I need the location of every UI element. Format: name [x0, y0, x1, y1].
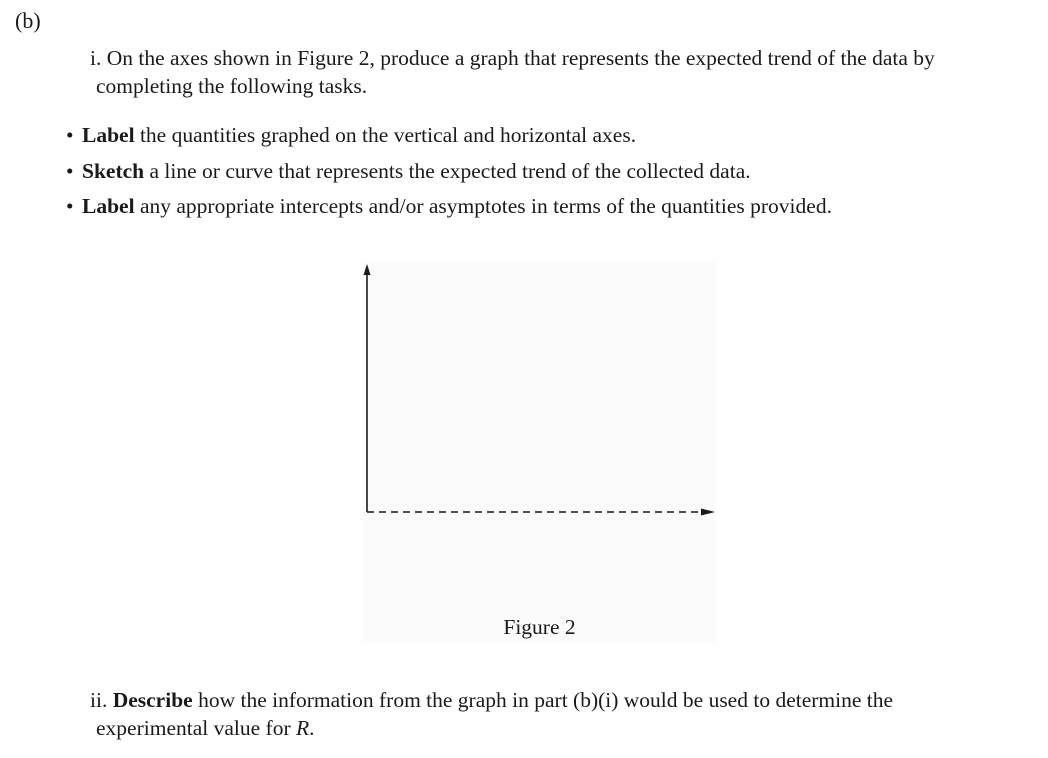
task-text: any appropriate intercepts and/or asymptotes in terms of the quantities provided. [134, 194, 832, 218]
question-i-line2: completing the following tasks. [96, 74, 368, 98]
bullet-icon: • [66, 194, 74, 218]
question-ii-line2 [90, 714, 1040, 742]
figure-2-graph-area [363, 262, 716, 642]
question-i-line1: i. On the axes shown in Figure 2, produce a graph that represents the expected trend of the data by [90, 46, 935, 70]
task-text: the quantities graphed on the vertical and horizontal axes. [134, 123, 637, 147]
question-ii-line1: how the information from the graph in part (b)(i) would be used to determine the [192, 688, 894, 712]
task-list [66, 118, 1026, 225]
task-item [66, 154, 1026, 190]
question-ii-keyword: Describe [112, 688, 193, 712]
question-ii [90, 686, 1040, 742]
task-item [66, 118, 1026, 154]
task-keyword: Sketch [82, 158, 145, 183]
task-text: a line or curve that represents the expected trend of the collected data. [144, 158, 751, 183]
blank-axes [363, 262, 716, 642]
task-keyword: Label [82, 123, 135, 147]
bullet-icon: • [66, 158, 74, 183]
variable-r: R [295, 716, 310, 740]
question-ii-prefix: ii. [90, 688, 113, 712]
question-ii-period: . [309, 716, 315, 740]
part-label: (b) [15, 8, 41, 33]
figure-caption: Figure 2 [503, 615, 576, 639]
question-ii-line2-text: experimental value for [96, 716, 296, 740]
vertical-axis-arrow-icon [364, 264, 371, 275]
question-i [90, 44, 1040, 100]
horizontal-axis-arrow-icon [701, 509, 715, 516]
task-keyword: Label [82, 194, 135, 218]
bullet-icon: • [66, 123, 74, 147]
task-item [66, 189, 1026, 225]
